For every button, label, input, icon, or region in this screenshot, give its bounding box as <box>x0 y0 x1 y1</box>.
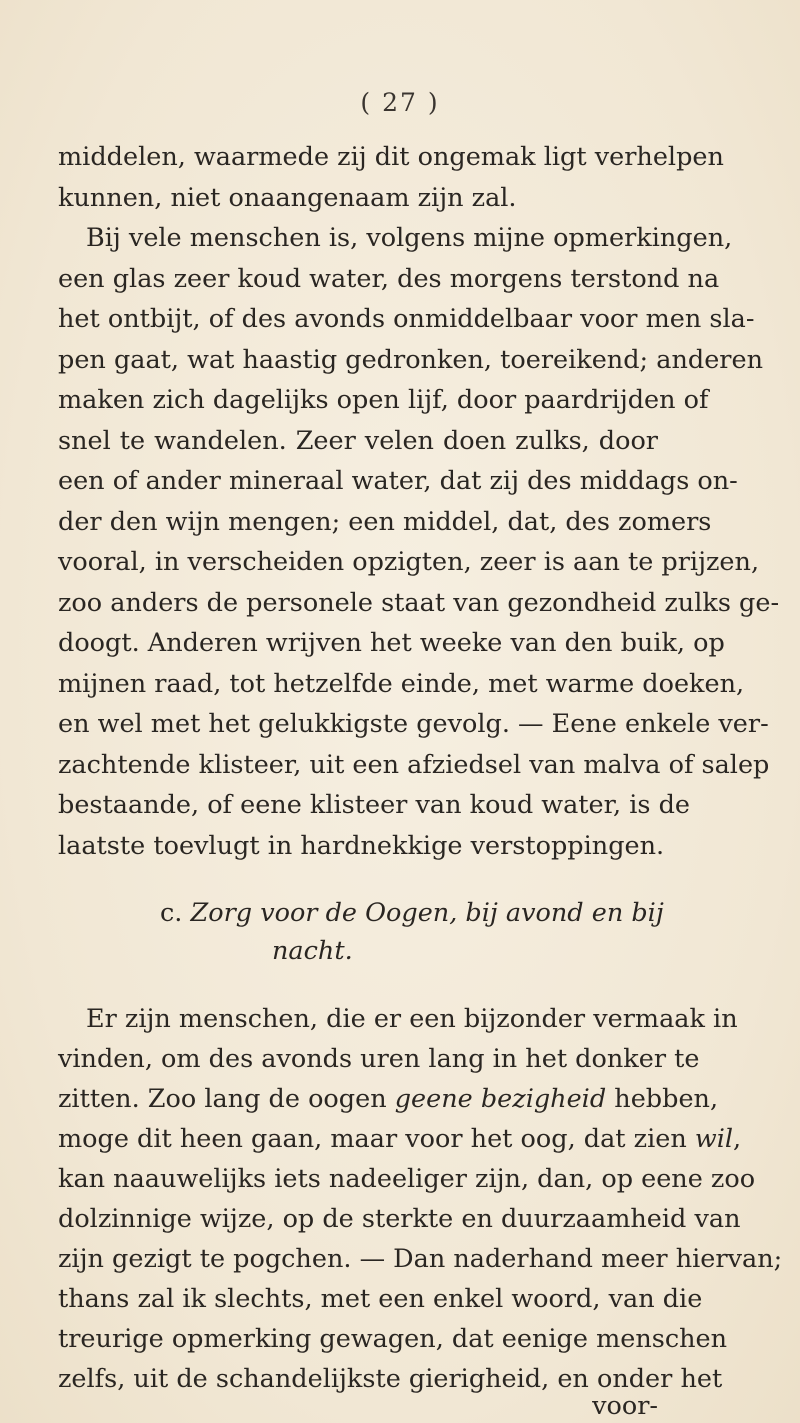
text-line: een glas zeer koud water, des morgens terstond na <box>58 264 720 294</box>
catchword: voor- <box>592 1391 658 1421</box>
text-line: zelfs, uit de schandelijkste gierigheid, en onder het <box>58 1364 723 1394</box>
page-number-header: ( 27 ) <box>360 88 440 117</box>
text-line: vinden, om des avonds uren lang in het donker te <box>58 1044 700 1074</box>
text-line: moge dit heen gaan, maar voor het oog, dat zien wil, <box>58 1124 742 1154</box>
text-line: zitten. Zoo lang de oogen geene bezigheid hebben, <box>58 1084 719 1114</box>
text-line: en wel met het gelukkigste gevolg. — Eene enkele ver- <box>58 709 769 739</box>
section-heading <box>160 896 664 930</box>
text-line: thans zal ik slechts, met een enkel woord, van die <box>58 1284 703 1314</box>
text-line: laatste toevlugt in hardnekkige verstoppingen. <box>58 831 665 861</box>
text-line: het ontbijt, of des avonds onmiddelbaar voor men sla- <box>58 304 755 334</box>
text-line: maken zich dagelijks open lijf, door paardrijden of <box>58 385 709 415</box>
text-line: zijn gezigt te pogchen. — Dan naderhand meer hiervan; <box>58 1244 783 1274</box>
text-line: treurige opmerking gewagen, dat eenige menschen <box>58 1324 728 1354</box>
text-line: pen gaat, wat haastig gedronken, toereikend; anderen <box>58 345 763 375</box>
text-line: zoo anders de personele staat van gezondheid zulks ge- <box>58 588 780 618</box>
emphasis: wil <box>694 1124 734 1154</box>
text-line: dolzinnige wijze, op de sterkte en duurzaamheid van <box>58 1204 741 1234</box>
text-line: doogt. Anderen wrijven het weeke van den buik, op <box>58 628 725 658</box>
text-line: Bij vele menschen is, volgens mijne opmerkingen, <box>86 223 733 253</box>
text-line: Er zijn menschen, die er een bijzonder vermaak in <box>86 1004 738 1034</box>
text-line: der den wijn mengen; een middel, dat, des zomers <box>58 507 712 537</box>
text-line: snel te wandelen. Zeer velen doen zulks, door <box>58 426 658 456</box>
text-line: bestaande, of eene klisteer van koud water, is de <box>58 790 690 820</box>
section-title-continued: nacht. <box>272 936 353 966</box>
text-line: zachtende klisteer, uit een afziedsel van malva of salep <box>58 750 770 780</box>
text-line: kan naauwelijks iets nadeeliger zijn, dan, op eene zoo <box>58 1164 756 1194</box>
text-line: middelen, waarmede zij dit ongemak ligt verhelpen <box>58 142 724 172</box>
text-line: vooral, in verscheiden opzigten, zeer is aan te prijzen, <box>58 547 760 577</box>
text-line: kunnen, niet onaangenaam zijn zal. <box>58 183 517 213</box>
text-line: mijnen raad, tot hetzelfde einde, met warme doeken, <box>58 669 745 699</box>
text-line: een of ander mineraal water, dat zij des middags on- <box>58 466 738 496</box>
section-title: Zorg voor de Oogen, bij avond en bij <box>190 898 664 928</box>
section-label: c. <box>160 898 183 928</box>
emphasis: geene bezigheid <box>394 1084 607 1114</box>
